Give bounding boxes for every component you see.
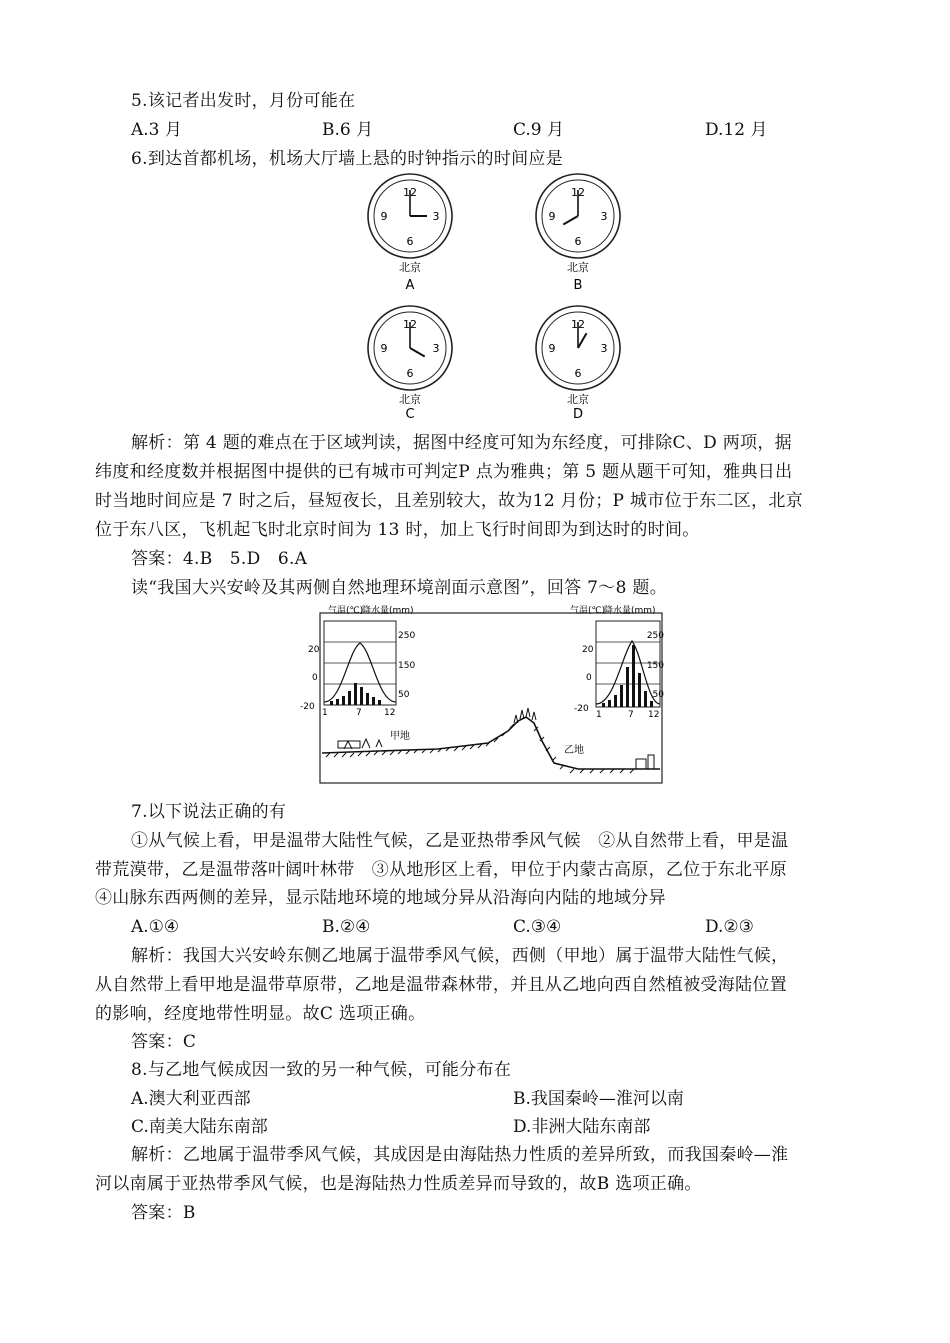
clock-a (368, 174, 452, 293)
clock-letter: A (405, 278, 415, 293)
q8-option-c: C.南美大陆东南部 (131, 1117, 268, 1137)
q7-body-line-1: ①从气候上看，甲是温带大陆性气候，乙是亚热带季风气候 ②从自然带上看，甲是温 (131, 831, 789, 851)
q8-option-a: A.澳大利亚西部 (131, 1089, 251, 1109)
left-climograph (300, 604, 415, 718)
terrain-hatch (326, 724, 634, 773)
temp-tick--20: -20 (574, 704, 589, 714)
temp-tick--20: -20 (300, 702, 315, 712)
hour-hand (578, 333, 587, 348)
dial-6: 6 (406, 235, 414, 248)
temp-tick-20: 20 (308, 645, 320, 655)
month-tick-12: 12 (648, 710, 660, 720)
dial-3: 3 (432, 210, 440, 223)
clock-letter: C (405, 407, 415, 422)
dial-6: 6 (574, 235, 582, 248)
q8-option-b: B.我国秦岭—淮河以南 (513, 1089, 684, 1109)
analysis-8-line-2: 河以南属于亚热带季风气候，也是海陆热力性质差异而导致的，故B 选项正确。 (95, 1174, 702, 1194)
clock-letter: D (572, 407, 584, 422)
clock-city-label: 北京 (567, 393, 589, 406)
clock-figure (360, 172, 630, 424)
dial-9: 9 (548, 342, 556, 355)
profile-figure (300, 603, 666, 786)
dial-3: 3 (600, 210, 608, 223)
answer-8: 答案：B (131, 1203, 196, 1223)
q5-stem: 5.该记者出发时，月份可能在 (131, 91, 356, 111)
analysis-4-6-line-3: 时当地时间应是 7 时之后，昼短夜长，且差别较大，故为12 月份；P 城市位于东二区，北京 (95, 491, 803, 511)
precip-tick-150: 150 (398, 661, 416, 671)
right-climograph (570, 604, 664, 720)
clock-city-label: 北京 (399, 393, 421, 406)
analysis-7-line-1: 解析：我国大兴安岭东侧乙地属于温带季风气候，西侧（甲地）属于温带大陆性气候， (131, 946, 789, 966)
analysis-8-line-1: 解析：乙地属于温带季风气候，其成因是由海陆热力性质的差异所致，而我国秦岭—淮 (131, 1145, 789, 1165)
dial-3: 3 (432, 342, 440, 355)
analysis-4-6-line-1: 解析：第 4 题的难点在于区域判读，据图中经度可知为东经度，可排除C、D 两项，据 (131, 433, 792, 453)
month-tick-7: 7 (356, 708, 362, 718)
dial-9: 9 (548, 210, 556, 223)
q7-body-line-3: ④山脉东西两侧的差异，显示陆地环境的地域分异从沿海向内陆的地域分异 (95, 888, 666, 908)
month-tick-7: 7 (628, 710, 634, 720)
hour-hand (563, 216, 578, 225)
q7-stem: 7.以下说法正确的有 (131, 802, 287, 822)
dial-12: 12 (403, 318, 417, 331)
precip-tick-250: 250 (646, 631, 664, 641)
dial-12: 12 (571, 186, 585, 199)
analysis-4-6-line-2: 纬度和经度数并根据图中提供的已有城市可判定P 点为雅典；第 5 题从题干可知，雅典日出 (95, 462, 793, 482)
clock-city-label: 北京 (567, 261, 589, 274)
clock-letter: B (573, 278, 583, 293)
q5-option-a: A.3 月 (131, 120, 182, 140)
dial-9: 9 (380, 342, 388, 355)
month-tick-12: 12 (384, 708, 396, 718)
q5-option-d: D.12 月 (705, 120, 768, 140)
temp-axis-label: 气温(℃) (570, 606, 606, 616)
hour-hand (410, 348, 425, 357)
dial-12: 12 (571, 318, 585, 331)
q8-stem: 8.与乙地气候成因一致的另一种气候，可能分布在 (131, 1060, 512, 1080)
temp-axis-label: 气温(℃) (328, 606, 364, 616)
answer-7: 答案：C (131, 1032, 197, 1052)
precip-tick-50: 50 (652, 690, 664, 700)
analysis-7-line-3: 的影响，经度地带性明显。故C 选项正确。 (95, 1004, 426, 1024)
q5-option-c: C.9 月 (513, 120, 565, 140)
terrain-profile (322, 717, 660, 769)
q7-body-line-2: 带荒漠带，乙是温带落叶阔叶林带 ③从地形区上看，甲位于内蒙古高原，乙位于东北平原 (95, 860, 787, 880)
analysis-7-line-2: 从自然带上看甲地是温带草原带，乙地是温带森林带，并且从乙地向西自然植被受海陆位置 (95, 975, 787, 995)
temp-tick-20: 20 (582, 645, 594, 655)
intro-7-8: 读“我国大兴安岭及其两侧自然地理环境剖面示意图”，回答 7～8 题。 (131, 578, 668, 598)
precip-axis-label: 降水量(mm) (604, 606, 656, 616)
clock-b (536, 174, 620, 293)
precip-tick-150: 150 (646, 661, 664, 671)
dial-6: 6 (574, 367, 582, 380)
clock-c (368, 306, 452, 422)
dial-9: 9 (380, 210, 388, 223)
precip-tick-250: 250 (398, 631, 416, 641)
q5-option-b: B.6 月 (322, 120, 374, 140)
q7-option-b: B.②④ (322, 917, 371, 937)
temp-tick-0: 0 (312, 673, 318, 683)
q8-option-d: D.非洲大陆东南部 (513, 1117, 651, 1137)
q7-option-d: D.②③ (705, 917, 754, 937)
month-tick-1: 1 (596, 710, 602, 720)
yi-place-label: 乙地 (564, 745, 584, 756)
clock-city-label: 北京 (399, 261, 421, 274)
month-tick-1: 1 (322, 708, 328, 718)
q7-option-c: C.③④ (513, 917, 562, 937)
precip-axis-label: 降水量(mm) (362, 606, 414, 616)
jia-place-label: 甲地 (390, 731, 410, 742)
analysis-4-6-line-4: 位于东八区，飞机起飞时北京时间为 13 时，加上飞行时间即为到达时的时间。 (95, 520, 700, 540)
dial-12: 12 (403, 186, 417, 199)
precip-tick-50: 50 (398, 690, 410, 700)
q6-stem: 6.到达首都机场，机场大厅墙上悬的时钟指示的时间应是 (131, 149, 564, 169)
dial-6: 6 (406, 367, 414, 380)
temp-tick-0: 0 (586, 673, 592, 683)
dial-3: 3 (600, 342, 608, 355)
answer-4-6: 答案：4.B 5.D 6.A (131, 549, 308, 569)
q7-option-a: A.①④ (131, 917, 180, 937)
clock-d (536, 306, 620, 422)
